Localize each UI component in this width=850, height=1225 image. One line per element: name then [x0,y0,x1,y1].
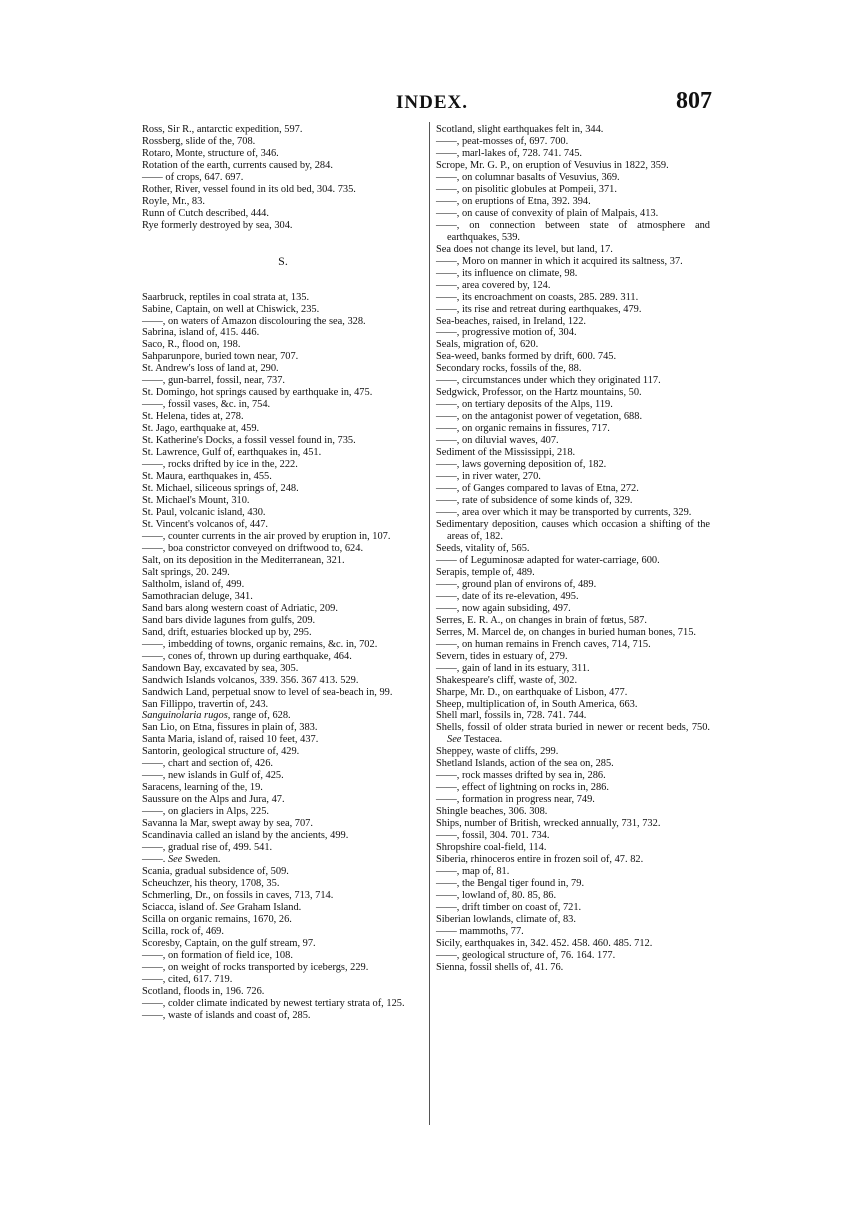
entry-text: St. Andrew's loss of land at, 290. [142,363,279,375]
entry-text: ——, in river water, 270. [436,471,541,483]
index-entry [436,304,710,316]
index-entry [142,208,424,220]
entry-text: Saussure on the Alps and Jura, 47. [142,794,285,806]
index-entry [142,842,424,854]
entry-text: ——, on organic remains in fissures, 717. [436,423,610,435]
entry-text: ——, its influence on climate, 98. [436,267,578,279]
entry-text: ——, its encroachment on coasts, 285. 289. 311. [436,291,639,303]
index-entry [142,603,424,615]
entry-text: ——, area over which it may be transported by currents, 329. [436,507,692,518]
entry-text: San Lio, on Etna, fissures in plain of, 383. [142,722,318,734]
index-entry [436,890,710,902]
index-entry [436,447,710,459]
index-entry [142,471,424,483]
entry-text: ——, on human remains in French caves, 714, 715. [436,638,651,650]
entry-text: St. Michael's Mount, 310. [142,495,250,507]
index-entry [436,914,710,926]
entry-text: Rother, River, vessel found in its old bed, 304. 735. [142,183,356,195]
entry-text: Scandinavia called an island by the ancients, 499. [142,830,349,842]
index-entry [142,806,424,818]
entry-text: Saarbruck, reptiles in coal strata at, 135. [142,291,310,303]
entry-text: ——, date of its re-elevation, 495. [436,590,579,602]
entry-text: Saco, R., flood on, 198. [142,339,241,351]
entry-text: Severn, tides in estuary of, 279. [436,650,568,662]
entry-text: ——, drift timber on coast of, 721. [436,901,582,913]
index-entry [142,555,424,567]
entry-text: ——, on formation of field ice, 108. [142,949,293,961]
index-entry [436,339,710,351]
index-entry [436,663,710,675]
entry-text: Runn of Cutch described, 444. [142,207,269,219]
index-entry [142,411,424,423]
index-entry [436,256,710,268]
index-entry [142,375,424,387]
entry-text: ——, chart and section of, 426. [142,758,274,770]
entry-text: ——, counter currents in the air proved by eruption in, 107. [142,530,391,542]
entry-text: ——, gain of land in its estuary, 311. [436,662,590,674]
index-entry [142,304,424,316]
index-entry [436,818,710,830]
entry-text: ——, on glaciers in Alps, 225. [142,806,269,818]
entry-text: ——, on weight of rocks transported by icebergs, 229. [142,961,369,973]
index-entry [142,758,424,770]
entry-text: St. Michael, siliceous springs of, 248. [142,483,299,495]
index-entry [436,746,710,758]
entry-text: Salt springs, 20. 249. [142,566,230,578]
entry-text: Sabrina, island of, 415. 446. [142,327,260,339]
spacer [142,232,424,244]
index-entry [142,675,424,687]
index-entry [436,615,710,627]
index-entry [436,316,710,328]
entry-text: ——, on columnar basalts of Vesuvius, 369. [436,171,620,183]
index-entry [142,914,424,926]
entry-text: ——, on diluvial waves, 407. [436,435,559,447]
index-entry [142,351,424,363]
index-entry [436,160,710,172]
spacer [142,268,424,280]
entry-text: St. Katherine's Docks, a fossil vessel found in, 735. [142,435,356,447]
index-entry [436,495,710,507]
index-entry [142,998,424,1010]
index-entry [436,806,710,818]
entry-text: ——, on waters of Amazon discolouring the sea, 328. [142,315,366,327]
entry-cross-reference: See [167,854,183,866]
index-entry [436,244,710,256]
index-entry [436,603,710,615]
entry-text: ——, fossil, 304. 701. 734. [436,830,550,842]
index-entry [436,435,710,447]
entry-text: Sand, drift, estuaries blocked up by, 295. [142,626,312,638]
entry-text: Sciacca, island of. [142,901,221,913]
entry-text: ——, circumstances under which they originated 117. [436,375,661,387]
entry-text: Sabine, Captain, on well at Chiswick, 235. [142,303,320,315]
entry-text: Sahparunpore, buried town near, 707. [142,351,299,363]
entry-text: ——, progressive motion of, 304. [436,327,577,339]
index-entry [142,746,424,758]
entry-text: ——, rock masses drifted by sea in, 286. [436,770,606,782]
index-entry [142,782,424,794]
index-entry [142,567,424,579]
entry-text: ——, laws governing deposition of, 182. [436,459,607,471]
index-entry [142,172,424,184]
index-entry [436,651,710,663]
index-entry [142,387,424,399]
index-entry [436,459,710,471]
index-entry [436,423,710,435]
entry-text: range of, 628. [230,710,291,722]
entry-text: Samothracian deluge, 341. [142,590,253,602]
entry-text: Shells, fossil of older strata buried in newer or recent beds, 750. [436,722,710,734]
entry-text: Seals, migration of, 620. [436,339,539,351]
entry-text: Sandown Bay, excavated by sea, 305. [142,662,299,674]
index-entry [436,519,710,543]
index-entry [436,543,710,555]
index-entry [436,268,710,280]
index-entry [436,854,710,866]
index-entry [142,519,424,531]
entry-text: Scania, gradual subsidence of, 509. [142,866,289,878]
entry-text: Sea-beaches, raised, in Ireland, 122. [436,315,587,327]
entry-text: ——, peat-mosses of, 697. 700. [436,135,569,147]
index-entry [436,208,710,220]
index-entry [436,627,710,639]
index-entry [436,639,710,651]
running-header: INDEX. [396,92,468,113]
index-entry [436,878,710,890]
index-entry [142,986,424,998]
entry-text: Royle, Mr., 83. [142,195,205,207]
entry-text: Saltholm, island of, 499. [142,578,245,590]
index-entry [142,1010,424,1022]
entry-text: —— of Leguminosæ adapted for water-carriage, 600. [436,554,660,566]
entry-text: Secondary rocks, fossils of the, 88. [436,363,582,375]
index-entry [436,555,710,567]
entry-text: Sediment of the Mississippi, 218. [436,447,576,459]
entry-text: Shingle beaches, 306. 308. [436,806,548,818]
entry-text: ——, cones of, thrown up during earthquake, 464. [142,650,352,662]
index-entry [436,351,710,363]
entry-text: ——, rocks drifted by ice in the, 222. [142,459,298,471]
entry-text: ——, area covered by, 124. [436,279,551,291]
entry-text: ——, geological structure of, 76. 164. 177. [436,949,616,961]
index-entry [436,124,710,136]
index-entry [142,543,424,555]
index-entry [142,651,424,663]
entry-text: ——, on the antagonist power of vegetation, 688. [436,411,643,423]
index-entry [436,926,710,938]
entry-text: Salt, on its deposition in the Mediterranean, 321. [142,554,345,566]
entry-text: Saracens, learning of the, 19. [142,782,263,794]
index-entry [142,579,424,591]
index-entry [142,339,424,351]
entry-text: Sharpe, Mr. D., on earthquake of Lisbon, 477. [436,686,628,698]
entry-text: Rossberg, slide of the, 708. [142,135,256,147]
index-entry [142,627,424,639]
entry-text: ——, formation in progress near, 749. [436,794,595,806]
index-entry [436,220,710,244]
entry-text: ——, on eruptions of Etna, 392. 394. [436,195,591,207]
entry-text: Sicily, earthquakes in, 342. 452. 458. 460. 485. 712. [436,937,653,949]
page-number: 807 [676,88,712,114]
index-entry [142,938,424,950]
entry-text: Sheppey, waste of cliffs, 299. [436,746,559,758]
index-entry [142,830,424,842]
index-entry [142,292,424,304]
entry-text: ——, new islands in Gulf of, 425. [142,770,284,782]
index-entry [142,710,424,722]
index-entry [436,866,710,878]
index-entry [436,375,710,387]
entry-text: —— mammoths, 77. [436,925,524,937]
index-entry [436,292,710,304]
index-entry [436,950,710,962]
index-entry [142,423,424,435]
entry-text: ——, its rise and retreat during earthquakes, 479. [436,303,642,315]
entry-text: ——, fossil vases, &c. in, 754. [142,399,271,411]
spacer [142,280,424,292]
index-entry [142,854,424,866]
entry-text: Scotland, slight earthquakes felt in, 344. [436,124,604,135]
entry-text: Scilla on organic remains, 1670, 26. [142,913,292,925]
entry-text: ——, on pisolitic globules at Pompeii, 371. [436,183,617,195]
entry-text: Sea does not change its level, but land, 17. [436,243,613,255]
index-entry [436,675,710,687]
entry-text: Savanna la Mar, swept away by sea, 707. [142,818,313,830]
entry-text: Siberian lowlands, climate of, 83. [436,913,576,925]
entry-text: St. Jago, earthquake at, 459. [142,423,260,435]
index-entry [436,938,710,950]
entry-text: St. Paul, volcanic island, 430. [142,507,266,518]
index-entry [436,962,710,974]
index-entry [436,782,710,794]
index-entry [142,184,424,196]
entry-text: Schmerling, Dr., on fossils in caves, 713, 714. [142,890,334,901]
index-entry [142,950,424,962]
index-entry [142,483,424,495]
index-entry [142,890,424,902]
index-entry [436,567,710,579]
entry-text: Serapis, temple of, 489. [436,566,535,578]
entry-text: ——, lowland of, 80. 85, 86. [436,890,557,901]
index-entry [142,770,424,782]
entry-text: Rotation of the earth, currents caused by, 284. [142,159,333,171]
entry-text: ——, cited, 617. 719. [142,973,233,985]
index-entry [142,507,424,519]
index-entry [142,399,424,411]
entry-text: Scoresby, Captain, on the gulf stream, 97. [142,937,316,949]
entry-text: ——, Moro on manner in which it acquired its saltness, 37. [436,255,683,267]
entry-text: Shropshire coal-field, 114. [436,842,547,854]
index-entry [142,196,424,208]
entry-text: Sheep, multiplication of, in South America, 663. [436,698,638,710]
index-entry [436,411,710,423]
index-entry [142,447,424,459]
index-entry [436,280,710,292]
index-entry [436,327,710,339]
entry-text: Shakespeare's cliff, waste of, 302. [436,674,578,686]
index-entry [142,591,424,603]
entry-text: ——, on connection between state of atmosphere and earthquakes, 539. [436,219,710,243]
entry-italic-term: Sanguinolaria rugos, [142,710,231,722]
index-entry [142,531,424,543]
index-entry [436,794,710,806]
entry-text: ——, effect of lightning on rocks in, 286. [436,782,609,794]
index-entry [142,639,424,651]
index-entry [142,699,424,711]
entry-text: ——, map of, 81. [436,866,510,878]
index-entry [436,507,710,519]
index-entry [142,363,424,375]
index-entry [142,974,424,986]
entry-text: Ships, number of British, wrecked annually, 731, 732. [436,818,661,830]
index-entry [142,734,424,746]
index-entry [142,663,424,675]
entry-text: ——, on cause of convexity of plain of Malpais, 413. [436,207,659,219]
entry-text: ——, boa constrictor conveyed on driftwood to, 624. [142,542,364,554]
entry-text: Santorin, geological structure of, 429. [142,746,300,758]
entry-text: Sienna, fossil shells of, 41. 76. [436,961,564,973]
index-entry [142,316,424,328]
index-entry [142,327,424,339]
index-entry [142,962,424,974]
entry-text: St. Domingo, hot springs caused by earthquake in, 475. [142,387,373,399]
index-entry [436,387,710,399]
entry-text: Scotland, floods in, 196. 726. [142,985,265,997]
index-entry [436,722,710,746]
index-entry [436,902,710,914]
entry-text: ——, now again subsiding, 497. [436,602,571,614]
entry-text: Scilla, rock of, 469. [142,925,224,937]
index-entry [142,220,424,232]
index-entry [142,160,424,172]
index-entry [436,136,710,148]
entry-text: Scrope, Mr. G. P., on eruption of Vesuvius in 1822, 359. [436,159,669,171]
entry-reference-target: Graham Island. [234,901,302,913]
entry-reference-target: Sweden. [182,854,221,866]
entry-text: —— of crops, 647. 697. [142,171,244,183]
index-entry [142,818,424,830]
index-entry [436,842,710,854]
entry-text: Sandwich Islands volcanos, 339. 356. 367 413. 529. [142,674,359,686]
index-entry [436,363,710,375]
index-entry [436,172,710,184]
index-entry [436,687,710,699]
index-entry [436,758,710,770]
entry-text: St. Vincent's volcanos of, 447. [142,518,269,530]
index-entry [436,471,710,483]
entry-text: Sandwich Land, perpetual snow to level of sea-beach in, 99. [142,686,393,698]
index-entry [142,459,424,471]
entry-text: Sedimentary deposition, causes which occasion a shifting of the areas of, 182. [436,518,710,542]
index-entry [142,136,424,148]
entry-text: Serres, E. R. A., on changes in brain of fœtus, 587. [436,614,647,626]
index-entry [142,687,424,699]
index-entry [436,399,710,411]
index-entry [142,495,424,507]
entry-text: Rye formerly destroyed by sea, 304. [142,219,293,231]
index-entry [436,579,710,591]
entry-cross-reference: See [447,734,462,746]
entry-reference-target: Testacea. [461,734,503,746]
entry-text: ——, marl-lakes of, 728. 741. 745. [436,147,583,159]
entry-text: St. Maura, earthquakes in, 455. [142,471,272,483]
index-entry [142,148,424,160]
index-entry [142,902,424,914]
column-divider [429,122,430,1125]
entry-text: St. Helena, tides at, 278. [142,411,244,423]
index-entry [142,794,424,806]
entry-text: St. Lawrence, Gulf of, earthquakes in, 451. [142,447,322,459]
entry-cross-reference: See [220,901,235,913]
entry-text: Scheuchzer, his theory, 1708, 35. [142,878,280,890]
entry-text: Sedgwick, Professor, on the Hartz mountains, 50. [436,387,642,399]
entry-text: Serres, M. Marcel de, on changes in buried human bones, 715. [436,626,696,638]
entry-text: ——, gradual rise of, 499. 541. [142,842,273,854]
entry-text: Sea-weed, banks formed by drift, 600. 745. [436,351,617,363]
entry-text: Ross, Sir R., antarctic expedition, 597. [142,124,303,135]
entry-text: Rotaro, Monte, structure of, 346. [142,147,279,159]
entry-text: ——, waste of islands and coast of, 285. [142,1009,311,1021]
entry-text: ——, imbedding of towns, organic remains, &c. in, 702. [142,638,378,650]
entry-text: ——, the Bengal tiger found in, 79. [436,878,585,890]
entry-text: Siberia, rhinoceros entire in frozen soil of, 47. 82. [436,854,644,866]
index-entry [142,866,424,878]
entry-text: ——, of Ganges compared to lavas of Etna, 272. [436,483,639,495]
index-entry [436,699,710,711]
index-entry [436,830,710,842]
entry-text: Sand bars along western coast of Adriatic, 209. [142,602,338,614]
index-entry [436,184,710,196]
index-entry [436,770,710,782]
index-entry [436,196,710,208]
index-entry [436,710,710,722]
entry-text: ——, rate of subsidence of some kinds of, 329. [436,495,633,507]
entry-text: ——, ground plan of environs of, 489. [436,578,597,590]
entry-text: ——, gun-barrel, fossil, near, 737. [142,375,285,387]
index-entry [436,483,710,495]
index-entry [142,435,424,447]
entry-text: Sand bars divide lagunes from gulfs, 209. [142,614,316,626]
entry-text: Shetland Islands, action of the sea on, 285. [436,758,614,770]
entry-text: San Fillippo, travertin of, 243. [142,698,269,710]
entry-text: Santa Maria, island of, raised 10 feet, 437. [142,734,319,746]
index-entry [142,878,424,890]
index-entry [142,615,424,627]
index-entry [142,926,424,938]
entry-text: ——, colder climate indicated by newest tertiary strata of, 125. [142,997,405,1009]
entry-text: Seeds, vitality of, 565. [436,542,530,554]
section-letter: S. [278,253,288,268]
entry-text: ——, on tertiary deposits of the Alps, 119. [436,399,613,411]
right-column [436,124,710,974]
index-entry [142,124,424,136]
entry-text: Shell marl, fossils in, 728. 741. 744. [436,710,587,722]
entry-text: ——. [142,854,168,866]
index-entry [142,722,424,734]
index-entry [436,591,710,603]
left-column [142,124,424,1022]
index-entry [436,148,710,160]
